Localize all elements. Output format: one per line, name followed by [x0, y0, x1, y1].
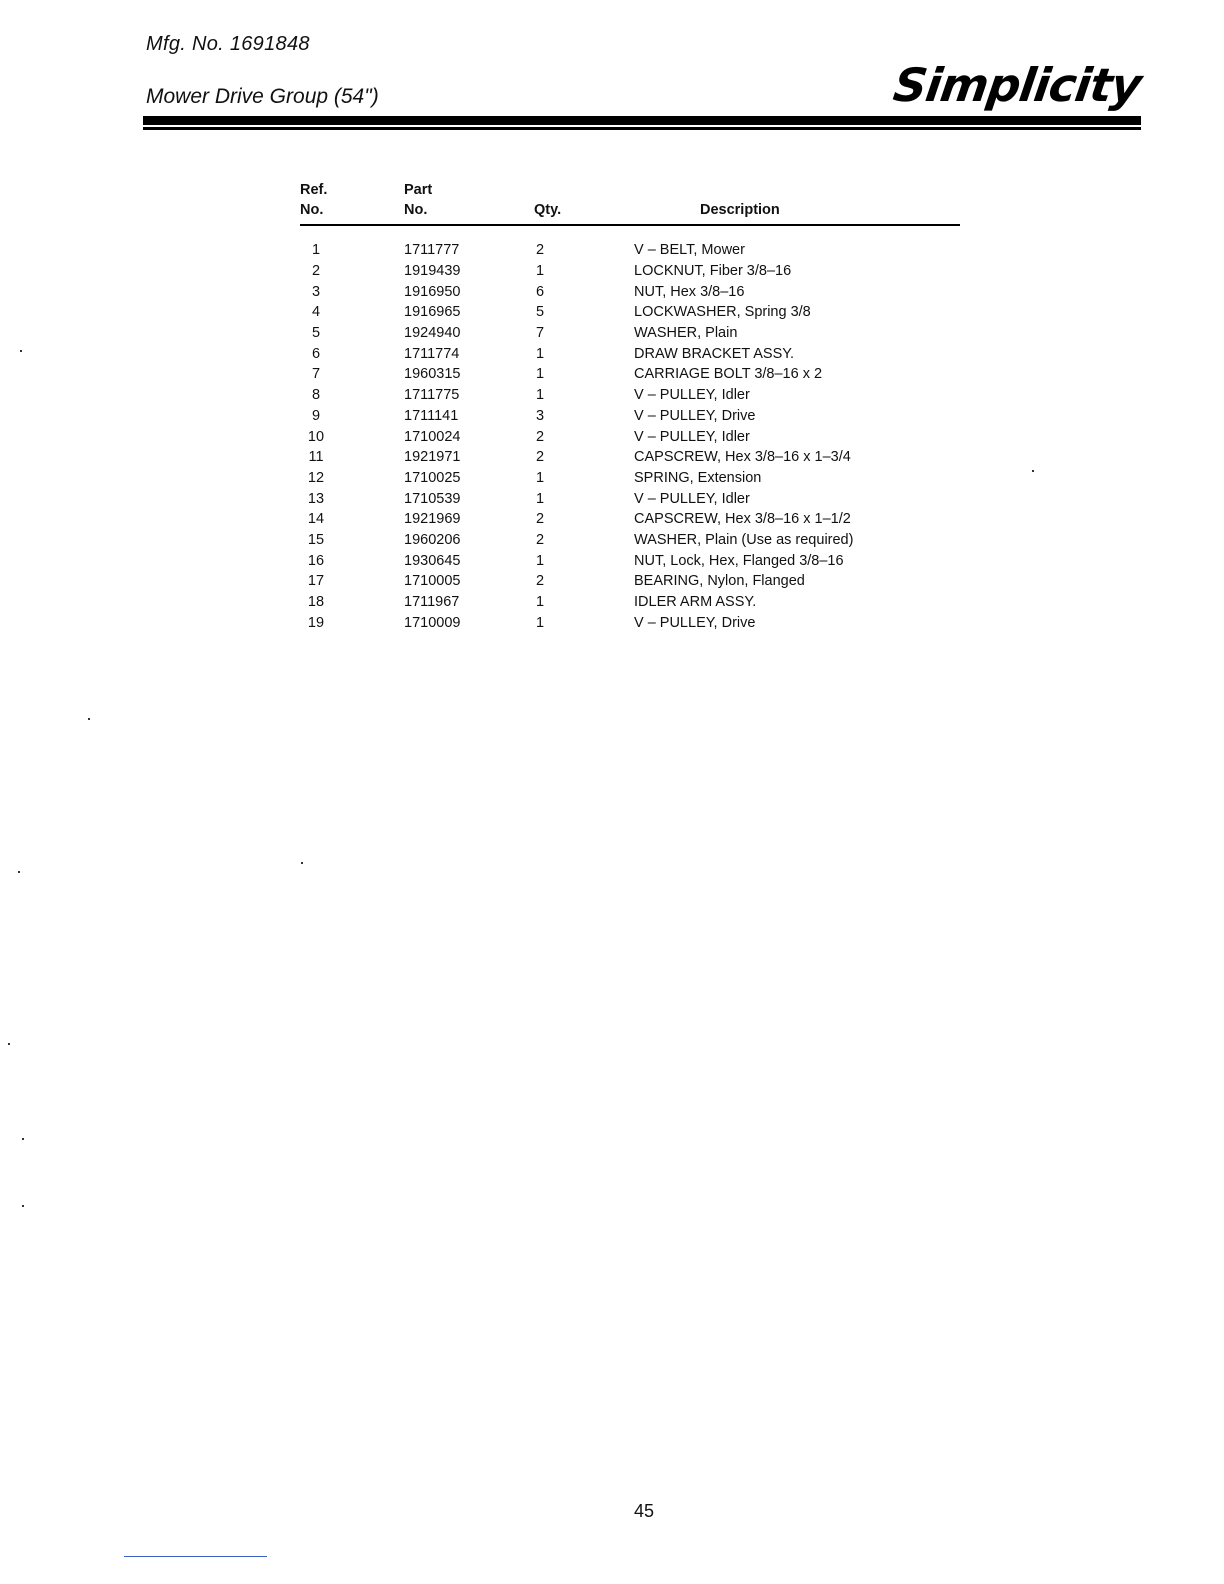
qty-value: 2: [535, 428, 545, 445]
ref-no-cell: [300, 447, 404, 468]
description-cell: CARRIAGE BOLT 3/8–16 x 2: [634, 366, 823, 383]
ref-no-value: 9: [311, 407, 321, 424]
parts-table-body: [300, 225, 960, 633]
description-cell: LOCKNUT, Fiber 3/8–16: [634, 263, 792, 280]
description-cell: V – PULLEY, Drive: [634, 407, 756, 424]
ref-no-cell: [300, 426, 404, 447]
description-cell: DRAW BRACKET ASSY.: [634, 345, 795, 362]
ref-no-cell: [300, 550, 404, 571]
ref-no-cell: [300, 592, 404, 613]
scan-speck: [22, 1205, 24, 1207]
qty-cell: [534, 468, 634, 489]
table-row: [300, 447, 960, 468]
page-number: 45: [633, 1501, 655, 1521]
description-cell: LOCKWASHER, Spring 3/8: [634, 304, 811, 321]
ref-no-value: 12: [307, 469, 325, 486]
description-cell: V – PULLEY, Idler: [634, 428, 750, 445]
part-no-cell: 1710009: [404, 614, 461, 631]
part-no-cell: 1710539: [404, 490, 461, 507]
ref-header-line1: Ref.: [300, 182, 328, 198]
qty-value: 1: [535, 594, 545, 611]
part-header-line1: Part: [404, 182, 433, 198]
ref-no-value: 8: [311, 387, 321, 404]
qty-value: 1: [535, 614, 545, 631]
qty-cell: [534, 364, 634, 385]
part-no-cell: 1919439: [404, 263, 461, 280]
part-header-line2: No.: [404, 202, 428, 218]
ref-no-value: 18: [307, 594, 325, 611]
qty-value: 1: [535, 366, 545, 383]
part-no-header: [404, 180, 534, 225]
table-row: [300, 550, 960, 571]
ref-no-header: [300, 180, 404, 225]
description-cell: NUT, Hex 3/8–16: [634, 283, 745, 300]
qty-cell: [534, 281, 634, 302]
scan-speck: [18, 871, 20, 873]
scan-speck: [301, 862, 303, 864]
part-no-cell: 1711777: [404, 242, 460, 259]
qty-value: 1: [535, 263, 545, 280]
qty-cell: [534, 550, 634, 571]
description-cell: V – PULLEY, Idler: [634, 490, 750, 507]
qty-value: 2: [535, 242, 545, 259]
table-row: [300, 530, 960, 551]
ref-no-cell: [300, 302, 404, 323]
part-no-cell: 1711141: [404, 407, 459, 424]
qty-cell: [534, 488, 634, 509]
part-no-cell: 1930645: [404, 552, 461, 569]
table-row: [300, 592, 960, 613]
scan-speck: [88, 718, 90, 720]
ref-no-cell: [300, 509, 404, 530]
qty-value: 7: [535, 325, 545, 342]
qty-value: 2: [535, 449, 545, 466]
ref-no-value: 14: [307, 511, 325, 528]
qty-header: Qty.: [534, 202, 562, 218]
table-row: [300, 509, 960, 530]
part-no-cell: 1960206: [404, 531, 461, 548]
description-cell: BEARING, Nylon, Flanged: [634, 573, 805, 590]
table-row: [300, 406, 960, 427]
qty-cell: [534, 302, 634, 323]
ref-no-cell: [300, 261, 404, 282]
description-cell: WASHER, Plain (Use as required): [634, 531, 854, 548]
description-cell: V – PULLEY, Drive: [634, 614, 756, 631]
part-no-cell: 1921971: [404, 449, 461, 466]
part-no-cell: 1960315: [404, 366, 461, 383]
description-cell: SPRING, Extension: [634, 469, 762, 486]
description-cell: V – BELT, Mower: [634, 242, 745, 259]
description-cell: CAPSCREW, Hex 3/8–16 x 1–1/2: [634, 511, 851, 528]
ref-no-cell: [300, 364, 404, 385]
qty-cell: [534, 530, 634, 551]
qty-cell: [534, 592, 634, 613]
part-no-cell: 1921969: [404, 511, 461, 528]
table-row: [300, 426, 960, 447]
scan-speck: [1032, 470, 1034, 472]
ref-no-cell: [300, 343, 404, 364]
header-rule-thin: [143, 127, 1141, 130]
table-row: [300, 302, 960, 323]
ref-no-cell: [300, 323, 404, 344]
qty-value: 3: [535, 407, 545, 424]
ref-no-cell: [300, 612, 404, 633]
ref-no-value: 5: [311, 325, 321, 342]
description-cell: V – PULLEY, Idler: [634, 387, 750, 404]
ref-no-value: 19: [307, 614, 325, 631]
qty-value: 6: [535, 283, 545, 300]
table-row: [300, 323, 960, 344]
ref-no-cell: [300, 281, 404, 302]
qty-cell: [534, 426, 634, 447]
part-no-cell: 1710025: [404, 469, 461, 486]
description-cell: IDLER ARM ASSY.: [634, 594, 757, 611]
qty-cell: [534, 385, 634, 406]
table-row: [300, 343, 960, 364]
scan-speck: [20, 350, 22, 352]
part-no-cell: 1710024: [404, 428, 461, 445]
table-row: [300, 225, 960, 261]
ref-no-value: 2: [311, 263, 321, 280]
ref-no-value: 15: [307, 531, 325, 548]
group-title: Mower Drive Group (54"): [146, 85, 379, 108]
qty-cell: [534, 571, 634, 592]
ref-no-cell: [300, 385, 404, 406]
ref-no-value: 16: [307, 552, 325, 569]
table-row: [300, 488, 960, 509]
qty-cell: [534, 406, 634, 427]
qty-cell: [534, 509, 634, 530]
part-no-cell: 1916950: [404, 283, 461, 300]
table-row: [300, 261, 960, 282]
part-no-cell: 1710005: [404, 573, 461, 590]
ref-no-value: 4: [311, 304, 321, 321]
ref-no-cell: [300, 530, 404, 551]
ref-no-value: 17: [307, 573, 325, 590]
ref-no-cell: [300, 571, 404, 592]
description-cell: CAPSCREW, Hex 3/8–16 x 1–3/4: [634, 449, 851, 466]
part-no-cell: 1924940: [404, 325, 461, 342]
mfg-number: Mfg. No. 1691848: [146, 33, 310, 55]
qty-cell: [534, 261, 634, 282]
table-row: [300, 571, 960, 592]
ref-no-cell: [300, 406, 404, 427]
table-row: [300, 612, 960, 633]
qty-value: 1: [535, 552, 545, 569]
table-row: [300, 364, 960, 385]
brand-logo: Simplicity: [889, 58, 1144, 112]
footer-rule: [124, 1556, 267, 1557]
qty-value: 1: [535, 469, 545, 486]
qty-value: 2: [535, 511, 545, 528]
ref-no-value: 1: [311, 242, 321, 259]
table-row: [300, 385, 960, 406]
part-no-cell: 1711774: [404, 345, 460, 362]
ref-no-value: 13: [307, 490, 325, 507]
parts-table: [300, 180, 960, 633]
ref-no-value: 11: [308, 449, 324, 466]
table-row: [300, 281, 960, 302]
ref-no-cell: [300, 468, 404, 489]
qty-value: 1: [535, 345, 545, 362]
ref-no-cell: [300, 488, 404, 509]
description-cell: WASHER, Plain: [634, 325, 738, 342]
qty-value: 1: [535, 490, 545, 507]
description-cell: NUT, Lock, Hex, Flanged 3/8–16: [634, 552, 844, 569]
qty-cell: [534, 343, 634, 364]
ref-no-cell: [300, 225, 404, 261]
qty-cell: [534, 225, 634, 261]
ref-header-line2: No.: [300, 202, 324, 218]
table-header-row: [300, 180, 960, 225]
qty-cell: [534, 323, 634, 344]
ref-no-value: 7: [311, 366, 321, 383]
qty-value: 2: [535, 531, 545, 548]
qty-value: 1: [535, 387, 545, 404]
part-no-cell: 1916965: [404, 304, 461, 321]
table-row: [300, 468, 960, 489]
header-rule: [143, 116, 1141, 125]
qty-value: 5: [535, 304, 545, 321]
part-no-cell: 1711775: [404, 387, 460, 404]
part-no-cell: 1711967: [404, 594, 460, 611]
qty-cell: [534, 447, 634, 468]
ref-no-value: 10: [307, 428, 325, 445]
ref-no-value: 3: [311, 283, 321, 300]
qty-value: 2: [535, 573, 545, 590]
qty-cell: [534, 612, 634, 633]
ref-no-value: 6: [311, 345, 321, 362]
scan-speck: [8, 1043, 10, 1045]
scan-speck: [22, 1138, 24, 1140]
description-header: Description: [700, 202, 780, 218]
